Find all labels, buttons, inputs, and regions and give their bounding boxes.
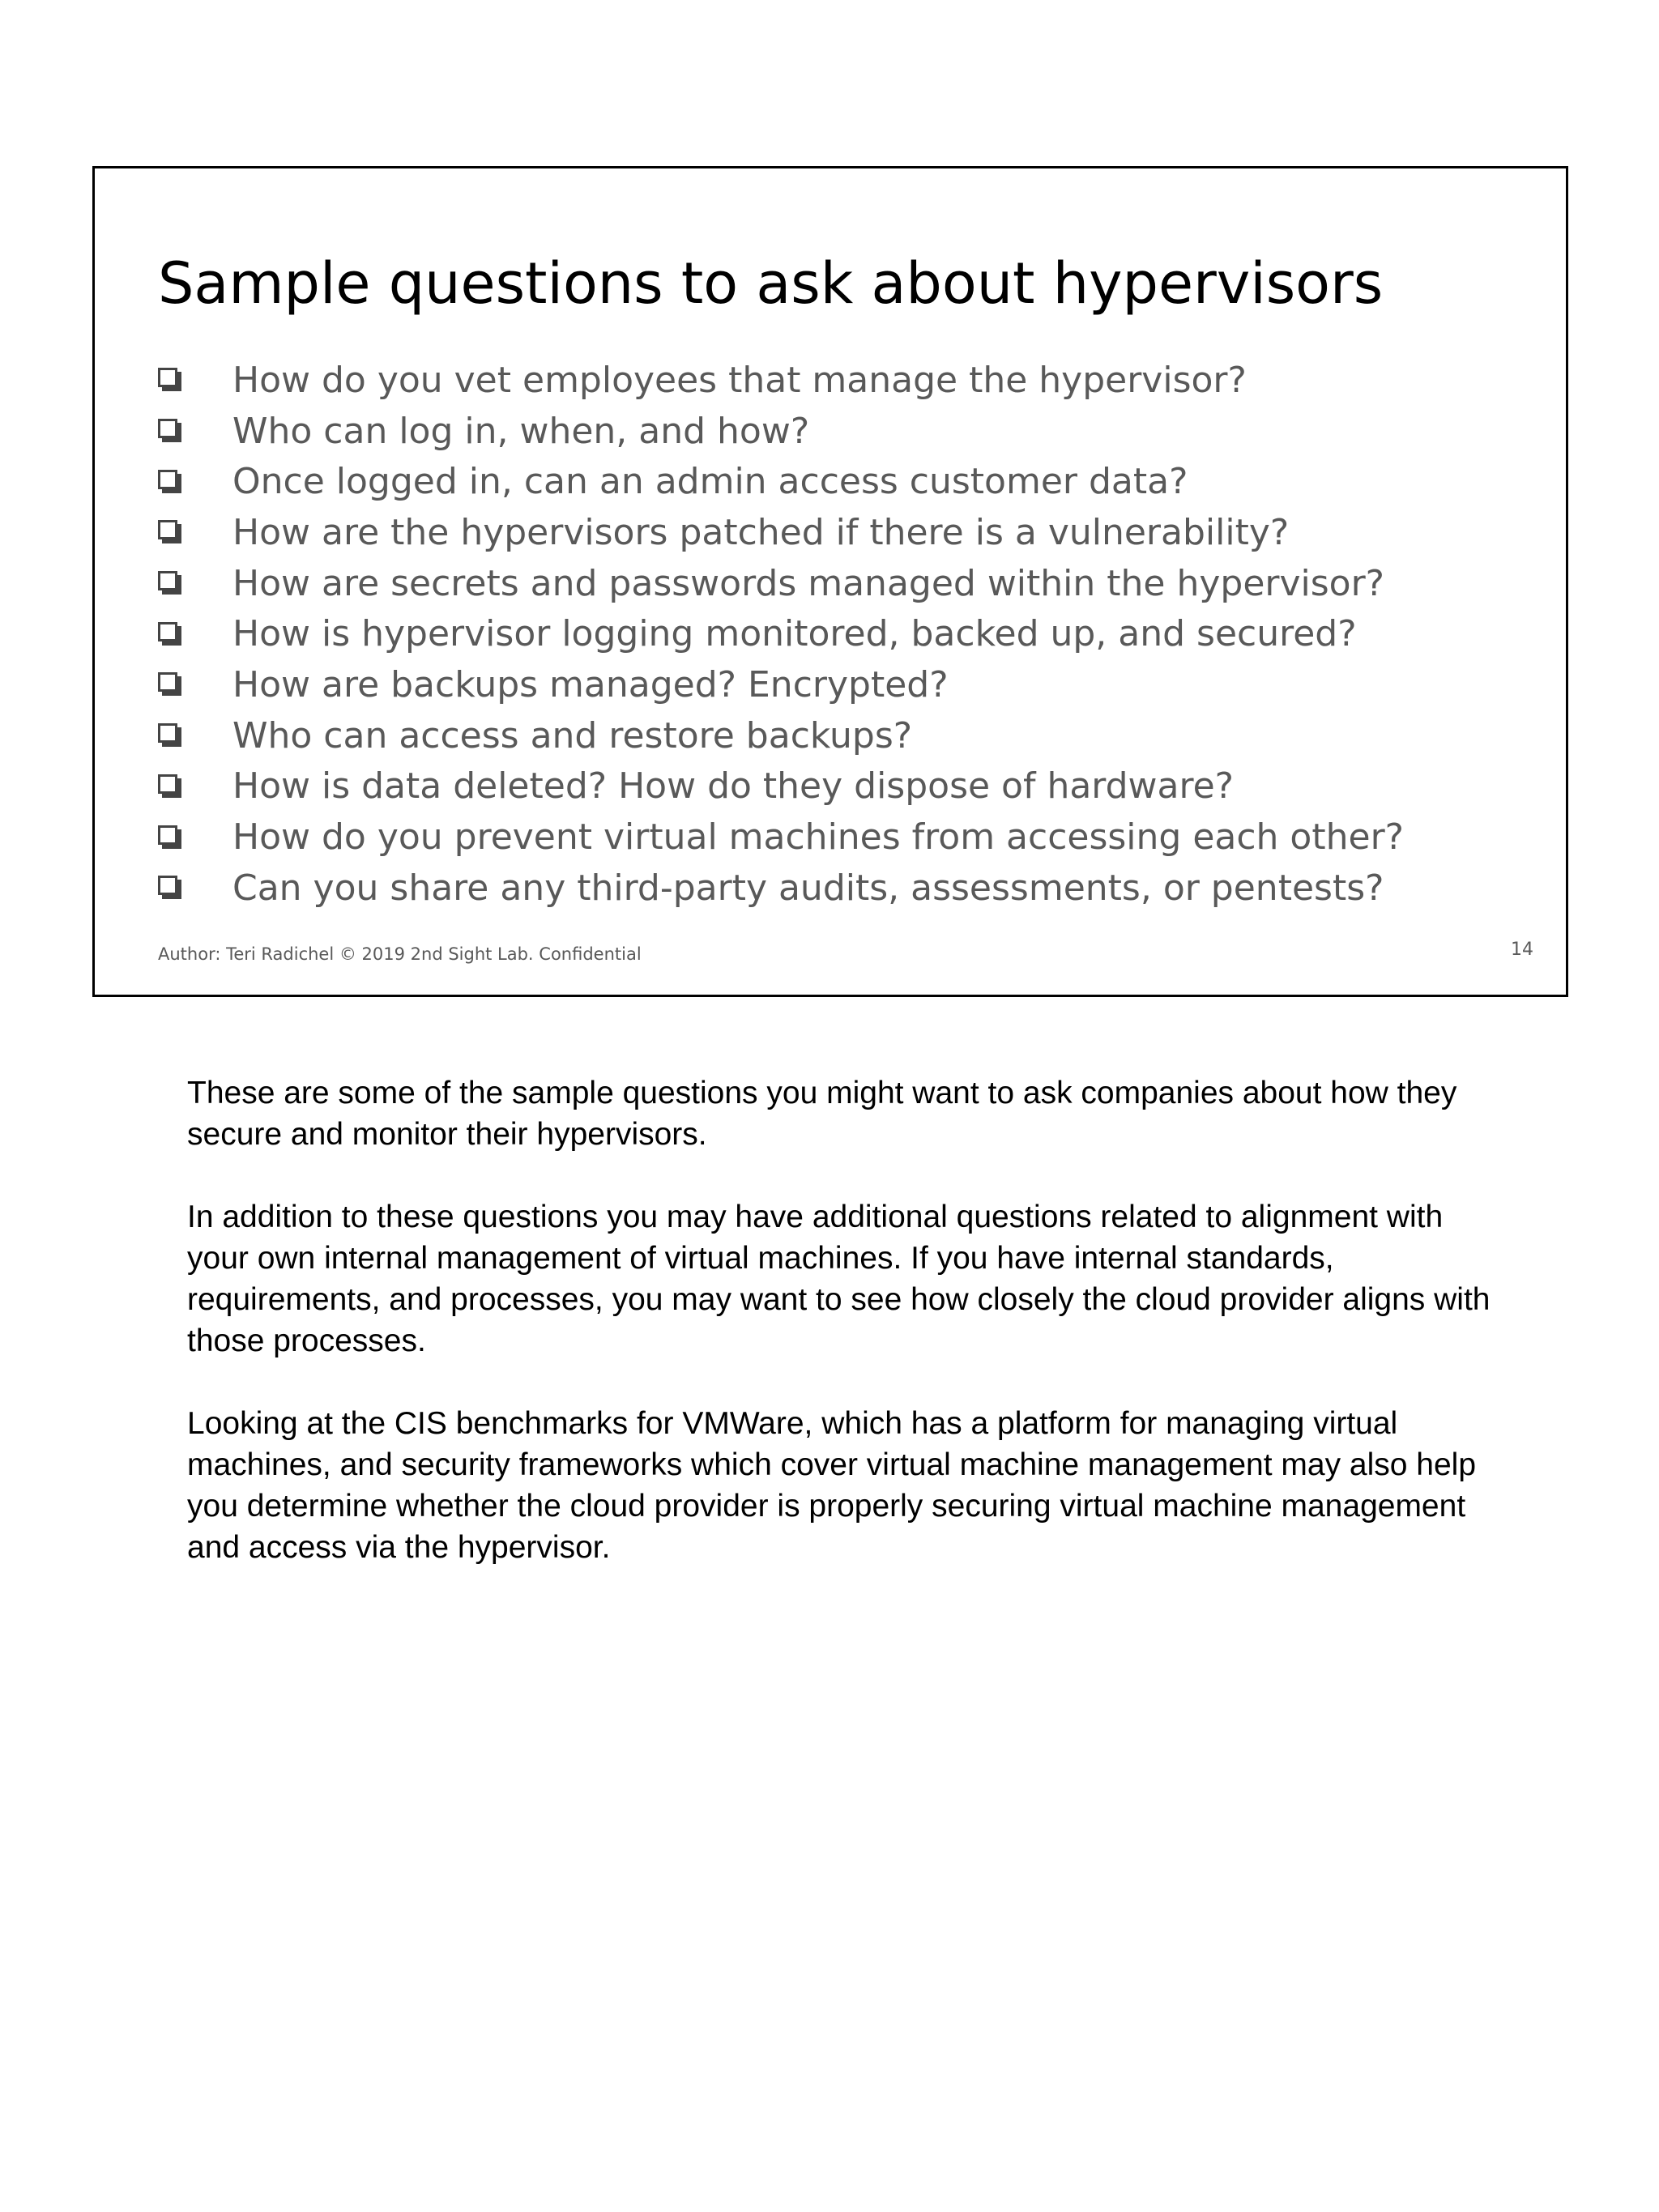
list-item (158, 406, 1404, 457)
question-text: How is data deleted? How do they dispose of hardware? (232, 765, 1235, 808)
checkbox-icon (158, 368, 182, 392)
question-text: How are the hypervisors patched if there is a vulnerability? (232, 511, 1290, 553)
checkbox-icon (158, 571, 182, 595)
checkbox-icon (158, 520, 182, 544)
notes-paragraph: Looking at the CIS benchmarks for VMWare, which has a platform for managing virtual machines, and security frameworks which cover virtual machine management may also help you determine whether the cloud provider is properly securing virtual machine management and access via the hypervisor. (187, 1406, 1477, 1565)
speaker-notes (187, 1072, 1499, 1609)
slide (92, 166, 1568, 997)
list-item (158, 863, 1404, 914)
list-item (158, 608, 1404, 659)
question-text: Who can log in, when, and how? (232, 410, 810, 452)
checkbox-icon (158, 825, 182, 850)
question-list (158, 355, 1404, 914)
slide-footer: Author: Teri Radichel © 2019 2nd Sight Lab. Confidential (158, 944, 642, 964)
slide-title: Sample questions to ask about hypervisors (158, 250, 1384, 317)
question-text: How is hypervisor logging monitored, backed up, and secured? (232, 613, 1357, 655)
slide-number: 14 (1511, 940, 1533, 960)
question-text: How are backups managed? Encrypted? (232, 663, 949, 705)
checkbox-icon (158, 723, 182, 748)
question-text: How are secrets and passwords managed within the hypervisor? (232, 562, 1385, 604)
question-text: Who can access and restore backups? (232, 714, 913, 757)
question-text: Once logged in, can an admin access customer data? (232, 461, 1188, 503)
list-item (158, 761, 1404, 812)
checkbox-icon (158, 876, 182, 900)
question-text: How do you prevent virtual machines from accessing each other? (232, 816, 1405, 859)
list-item (158, 355, 1404, 406)
checkbox-icon (158, 622, 182, 646)
notes-paragraph: In addition to these questions you may have additional questions related to alignment with your own internal management of virtual machines. If you have internal standards, requirements, and processes, you may want to see how closely the cloud provider aligns with those processes. (187, 1200, 1491, 1358)
notes-paragraph: These are some of the sample questions you might want to ask companies about how they secure and monitor their hypervisors. (187, 1076, 1457, 1152)
checkbox-icon (158, 774, 182, 799)
checkbox-icon (158, 470, 182, 494)
checkbox-icon (158, 419, 182, 443)
list-item (158, 710, 1404, 761)
list-item (158, 659, 1404, 710)
list-item (158, 456, 1404, 507)
list-item (158, 812, 1404, 863)
list-item (158, 558, 1404, 609)
list-item (158, 507, 1404, 558)
question-text: How do you vet employees that manage the hypervisor? (232, 359, 1247, 401)
question-text: Can you share any third-party audits, assessments, or pentests? (232, 867, 1384, 909)
checkbox-icon (158, 672, 182, 697)
